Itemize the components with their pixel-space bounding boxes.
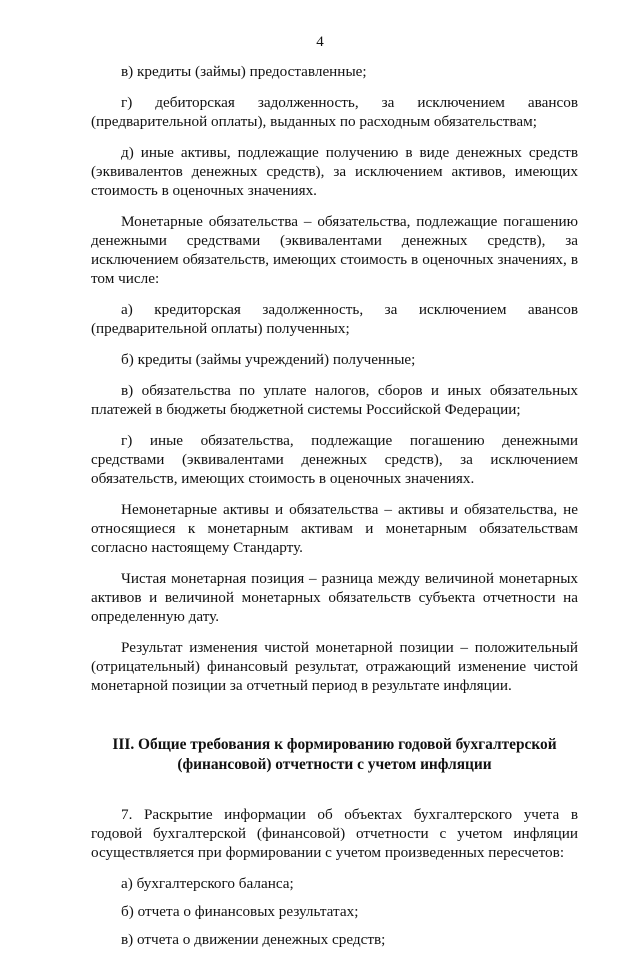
page-number: 4 [316,34,324,50]
paragraph-tax-obligations: в) обязательства по уплате налогов, сборов и иных обязательных платежей в бюджеты бюджетной системы Российской Федерации; [91,382,578,418]
paragraph-net-monetary-position: Чистая монетарная позиция – разница между величиной монетарных активов и величиной монетарных обязательств субъекта отчетности на определенную дату. [91,570,578,625]
paragraph-monetary-liabilities-definition: Монетарные обязательства – обязательства, подлежащие погашению денежными средствами (эквивалентами денежных средств), за исключением обязательств, имеющих стоимость в оценочных значениях, в том числе: [91,213,578,287]
paragraph-non-monetary-definition: Немонетарные активы и обязательства – активы и обязательства, не относящиеся к монетарным активам и монетарным обязательствам согласно настоящему Стандарту. [91,501,578,556]
paragraph-payables: а) кредиторская задолженность, за исключением авансов (предварительной оплаты) полученных; [91,301,578,337]
paragraph-receivables: г) дебиторская задолженность, за исключением авансов (предварительной оплаты), выданных по расходным обязательствам; [91,94,578,130]
list-item-financial-results: б) отчета о финансовых результатах; [121,903,359,920]
paragraph-other-assets: д) иные активы, подлежащие получению в виде денежных средств (эквивалентов денежных средств), за исключением активов, имеющих стоимость в оценочных значениях. [91,144,578,199]
list-item-cash-flows: в) отчета о движении денежных средств; [121,931,386,948]
paragraph-loans-received: б) кредиты (займы учреждений) полученные; [121,351,416,368]
paragraph-disclosure: 7. Раскрытие информации об объектах бухгалтерского учета в годовой бухгалтерской (финансовой) отчетности с учетом инфляции осуществляется при формировании с учетом произведенных пересчетов: [91,806,578,861]
list-item-balance-sheet: а) бухгалтерского баланса; [121,875,294,892]
section-heading: III. Общие требования к формированию годовой бухгалтерской (финансовой) отчетности с учетом инфляции [112,736,557,773]
paragraph-loans-provided: в) кредиты (займы) предоставленные; [121,63,367,80]
document-body [91,62,578,958]
paragraph-net-monetary-position-result: Результат изменения чистой монетарной позиции – положительный (отрицательный) финансовый результат, отражающий изменение чистой монетарной позиции за отчетный период в результате инфляции. [91,639,578,694]
paragraph-other-obligations: г) иные обязательства, подлежащие погашению денежными средствами (эквивалентами денежных средств), за исключением обязательств, имеющих стоимость в оценочных значениях. [91,432,578,487]
